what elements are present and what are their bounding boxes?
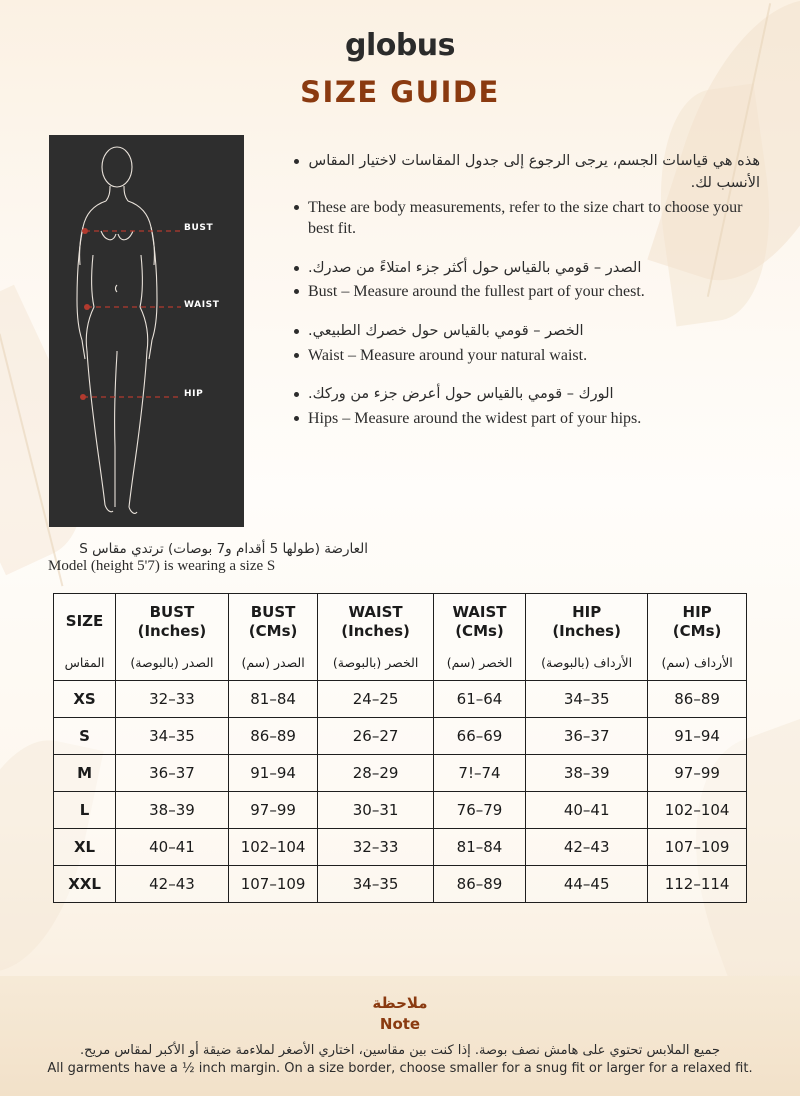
column-header-hip-cms-ar: الأرداف (سم)	[648, 650, 747, 681]
instructions-list	[244, 135, 760, 448]
bullet-item	[294, 408, 760, 430]
cell-hip-cms: 107–109	[648, 828, 747, 865]
instruction-waist-en: Waist – Measure around your natural waist.	[308, 346, 588, 364]
cell-hip-inches: 40–41	[526, 791, 648, 828]
note-title-en: Note	[379, 1015, 421, 1033]
header-line1: BUST	[149, 603, 195, 621]
instruction-hips-ar: الورك – قومي بالقياس حول أعرض جزء من وركك.	[308, 386, 614, 403]
brand-logo: globus	[344, 28, 456, 63]
header-line1: HIP	[682, 603, 712, 621]
instruction-group-waist	[294, 321, 760, 366]
cell-waist-inches: 32–33	[318, 828, 434, 865]
page-title: SIZE GUIDE	[300, 75, 500, 109]
instruction-group-hips	[294, 384, 760, 429]
cell-size: XXL	[54, 865, 116, 902]
instruction-general-ar: هذه هي قياسات الجسم، يرجى الرجوع إلى جدول المقاسات لاختيار المقاس الأنسب لك.	[308, 153, 760, 191]
cell-bust-inches: 42–43	[116, 865, 229, 902]
cell-waist-inches: 30–31	[318, 791, 434, 828]
note-body-ar: جميع الملابس تحتوي على هامش نصف بوصة. إذا كنت بين مقاسين، اختاري الأصغر لملاءمة ضيقة أو الأكبر لمقاس مريح.	[79, 1043, 721, 1058]
cell-bust-inches: 36–37	[116, 754, 229, 791]
model-note-ar: العارضة (طولها 5 أقدام و7 بوصات) ترتدي مقاس S	[79, 541, 368, 557]
cell-hip-cms: 112–114	[648, 865, 747, 902]
cell-size: XL	[54, 828, 116, 865]
table-row	[54, 791, 747, 828]
table-row	[54, 754, 747, 791]
instruction-bust-ar: الصدر – قومي بالقياس حول أكثر جزء امتلاءً من صدرك.	[308, 259, 642, 276]
header-line2: (CMs)	[672, 621, 722, 640]
model-note	[40, 541, 760, 575]
column-header-bust-cms-ar: الصدر (سم)	[228, 650, 317, 681]
column-header-hip-inches-ar: الأرداف (بالبوصة)	[526, 650, 648, 681]
header-line2: (Inches)	[552, 621, 621, 640]
header-line2: (Inches)	[137, 621, 207, 640]
header-line1: WAIST	[348, 603, 403, 621]
model-figure	[49, 135, 244, 527]
instruction-waist-ar: الخصر – قومي بالقياس حول خصرك الطبيعي.	[308, 323, 584, 340]
column-header-waist-inches-ar: الخصر (بالبوصة)	[318, 650, 434, 681]
cell-hip-cms: 91–94	[648, 717, 747, 754]
cell-bust-cms: 86–89	[228, 717, 317, 754]
instruction-group-general	[294, 151, 760, 240]
hip-label: HIP	[184, 389, 204, 399]
bullet-item	[294, 321, 760, 343]
cell-hip-inches: 44–45	[526, 865, 648, 902]
cell-hip-cms: 97–99	[648, 754, 747, 791]
model-note-en: Model (height 5'7) is wearing a size S	[48, 558, 276, 574]
column-header-size	[54, 594, 116, 650]
bullet-item	[294, 384, 760, 406]
column-header-hip-inches	[526, 594, 648, 650]
cell-size: XS	[54, 680, 116, 717]
bullet-dot-icon	[294, 266, 299, 271]
bullet-item	[294, 345, 760, 367]
cell-hip-inches: 42–43	[526, 828, 648, 865]
cell-bust-cms: 91–94	[228, 754, 317, 791]
column-header-bust-inches-ar: الصدر (بالبوصة)	[116, 650, 229, 681]
female-body-outline-icon	[49, 135, 244, 527]
cell-size: M	[54, 754, 116, 791]
cell-size: S	[54, 717, 116, 754]
cell-waist-inches: 26–27	[318, 717, 434, 754]
instruction-general-en: These are body measurements, refer to the size chart to choose your best fit.	[308, 198, 743, 238]
cell-size: L	[54, 791, 116, 828]
footer-note	[0, 976, 800, 1096]
header-line1: HIP	[572, 603, 602, 621]
table-header-row-en	[54, 594, 747, 650]
column-header-waist-cms-ar: الخصر (سم)	[433, 650, 525, 681]
cell-bust-inches: 40–41	[116, 828, 229, 865]
cell-waist-cms: 7!–74	[433, 754, 525, 791]
column-header-size-ar: المقاس	[54, 650, 116, 681]
header-line2: (CMs)	[248, 621, 298, 640]
bullet-item	[294, 281, 760, 303]
column-header-size-line1: SIZE	[65, 612, 104, 631]
cell-bust-cms: 81–84	[228, 680, 317, 717]
table-header-row-ar	[54, 650, 747, 681]
cell-waist-inches: 34–35	[318, 865, 434, 902]
note-body-en: All garments have a ½ inch margin. On a size border, choose smaller for a snug fit or larger for a relaxed fit.	[47, 1061, 753, 1076]
cell-hip-cms: 86–89	[648, 680, 747, 717]
header-line2: (Inches)	[341, 621, 410, 640]
column-header-waist-inches	[318, 594, 434, 650]
bullet-dot-icon	[294, 289, 299, 294]
column-header-bust-inches	[116, 594, 229, 650]
bullet-item	[294, 197, 760, 240]
bullet-item	[294, 151, 760, 195]
cell-waist-inches: 24–25	[318, 680, 434, 717]
table-row	[54, 717, 747, 754]
cell-waist-cms: 61–64	[433, 680, 525, 717]
header-line1: BUST	[250, 603, 296, 621]
bullet-dot-icon	[294, 353, 299, 358]
column-header-hip-cms	[648, 594, 747, 650]
header-line2: (CMs)	[455, 621, 504, 640]
note-title-ar: ملاحظة	[372, 994, 428, 1012]
bullet-dot-icon	[294, 329, 299, 334]
instruction-bust-en: Bust – Measure around the fullest part of your chest.	[308, 283, 645, 301]
cell-bust-cms: 102–104	[228, 828, 317, 865]
bullet-dot-icon	[294, 205, 299, 210]
bullet-dot-icon	[294, 392, 299, 397]
cell-waist-cms: 76–79	[433, 791, 525, 828]
cell-hip-inches: 36–37	[526, 717, 648, 754]
table-row	[54, 828, 747, 865]
cell-bust-inches: 32–33	[116, 680, 229, 717]
cell-hip-inches: 34–35	[526, 680, 648, 717]
cell-bust-cms: 97–99	[228, 791, 317, 828]
cell-bust-cms: 107–109	[228, 865, 317, 902]
table-row	[54, 865, 747, 902]
cell-hip-inches: 38–39	[526, 754, 648, 791]
bullet-dot-icon	[294, 416, 299, 421]
column-header-waist-cms	[433, 594, 525, 650]
cell-waist-cms: 86–89	[433, 865, 525, 902]
size-chart-table	[53, 593, 747, 903]
waist-label: WAIST	[184, 300, 220, 310]
instruction-group-bust	[294, 258, 760, 303]
instruction-hips-en: Hips – Measure around the widest part of your hips.	[308, 410, 642, 428]
figure-and-instructions	[40, 135, 760, 527]
cell-waist-cms: 66–69	[433, 717, 525, 754]
header-line1: WAIST	[452, 603, 507, 621]
bust-label: BUST	[184, 223, 214, 233]
cell-bust-inches: 38–39	[116, 791, 229, 828]
cell-waist-cms: 81–84	[433, 828, 525, 865]
bullet-item	[294, 258, 760, 280]
bullet-dot-icon	[294, 159, 299, 164]
cell-hip-cms: 102–104	[648, 791, 747, 828]
cell-waist-inches: 28–29	[318, 754, 434, 791]
cell-bust-inches: 34–35	[116, 717, 229, 754]
table-row	[54, 680, 747, 717]
column-header-bust-cms	[228, 594, 317, 650]
